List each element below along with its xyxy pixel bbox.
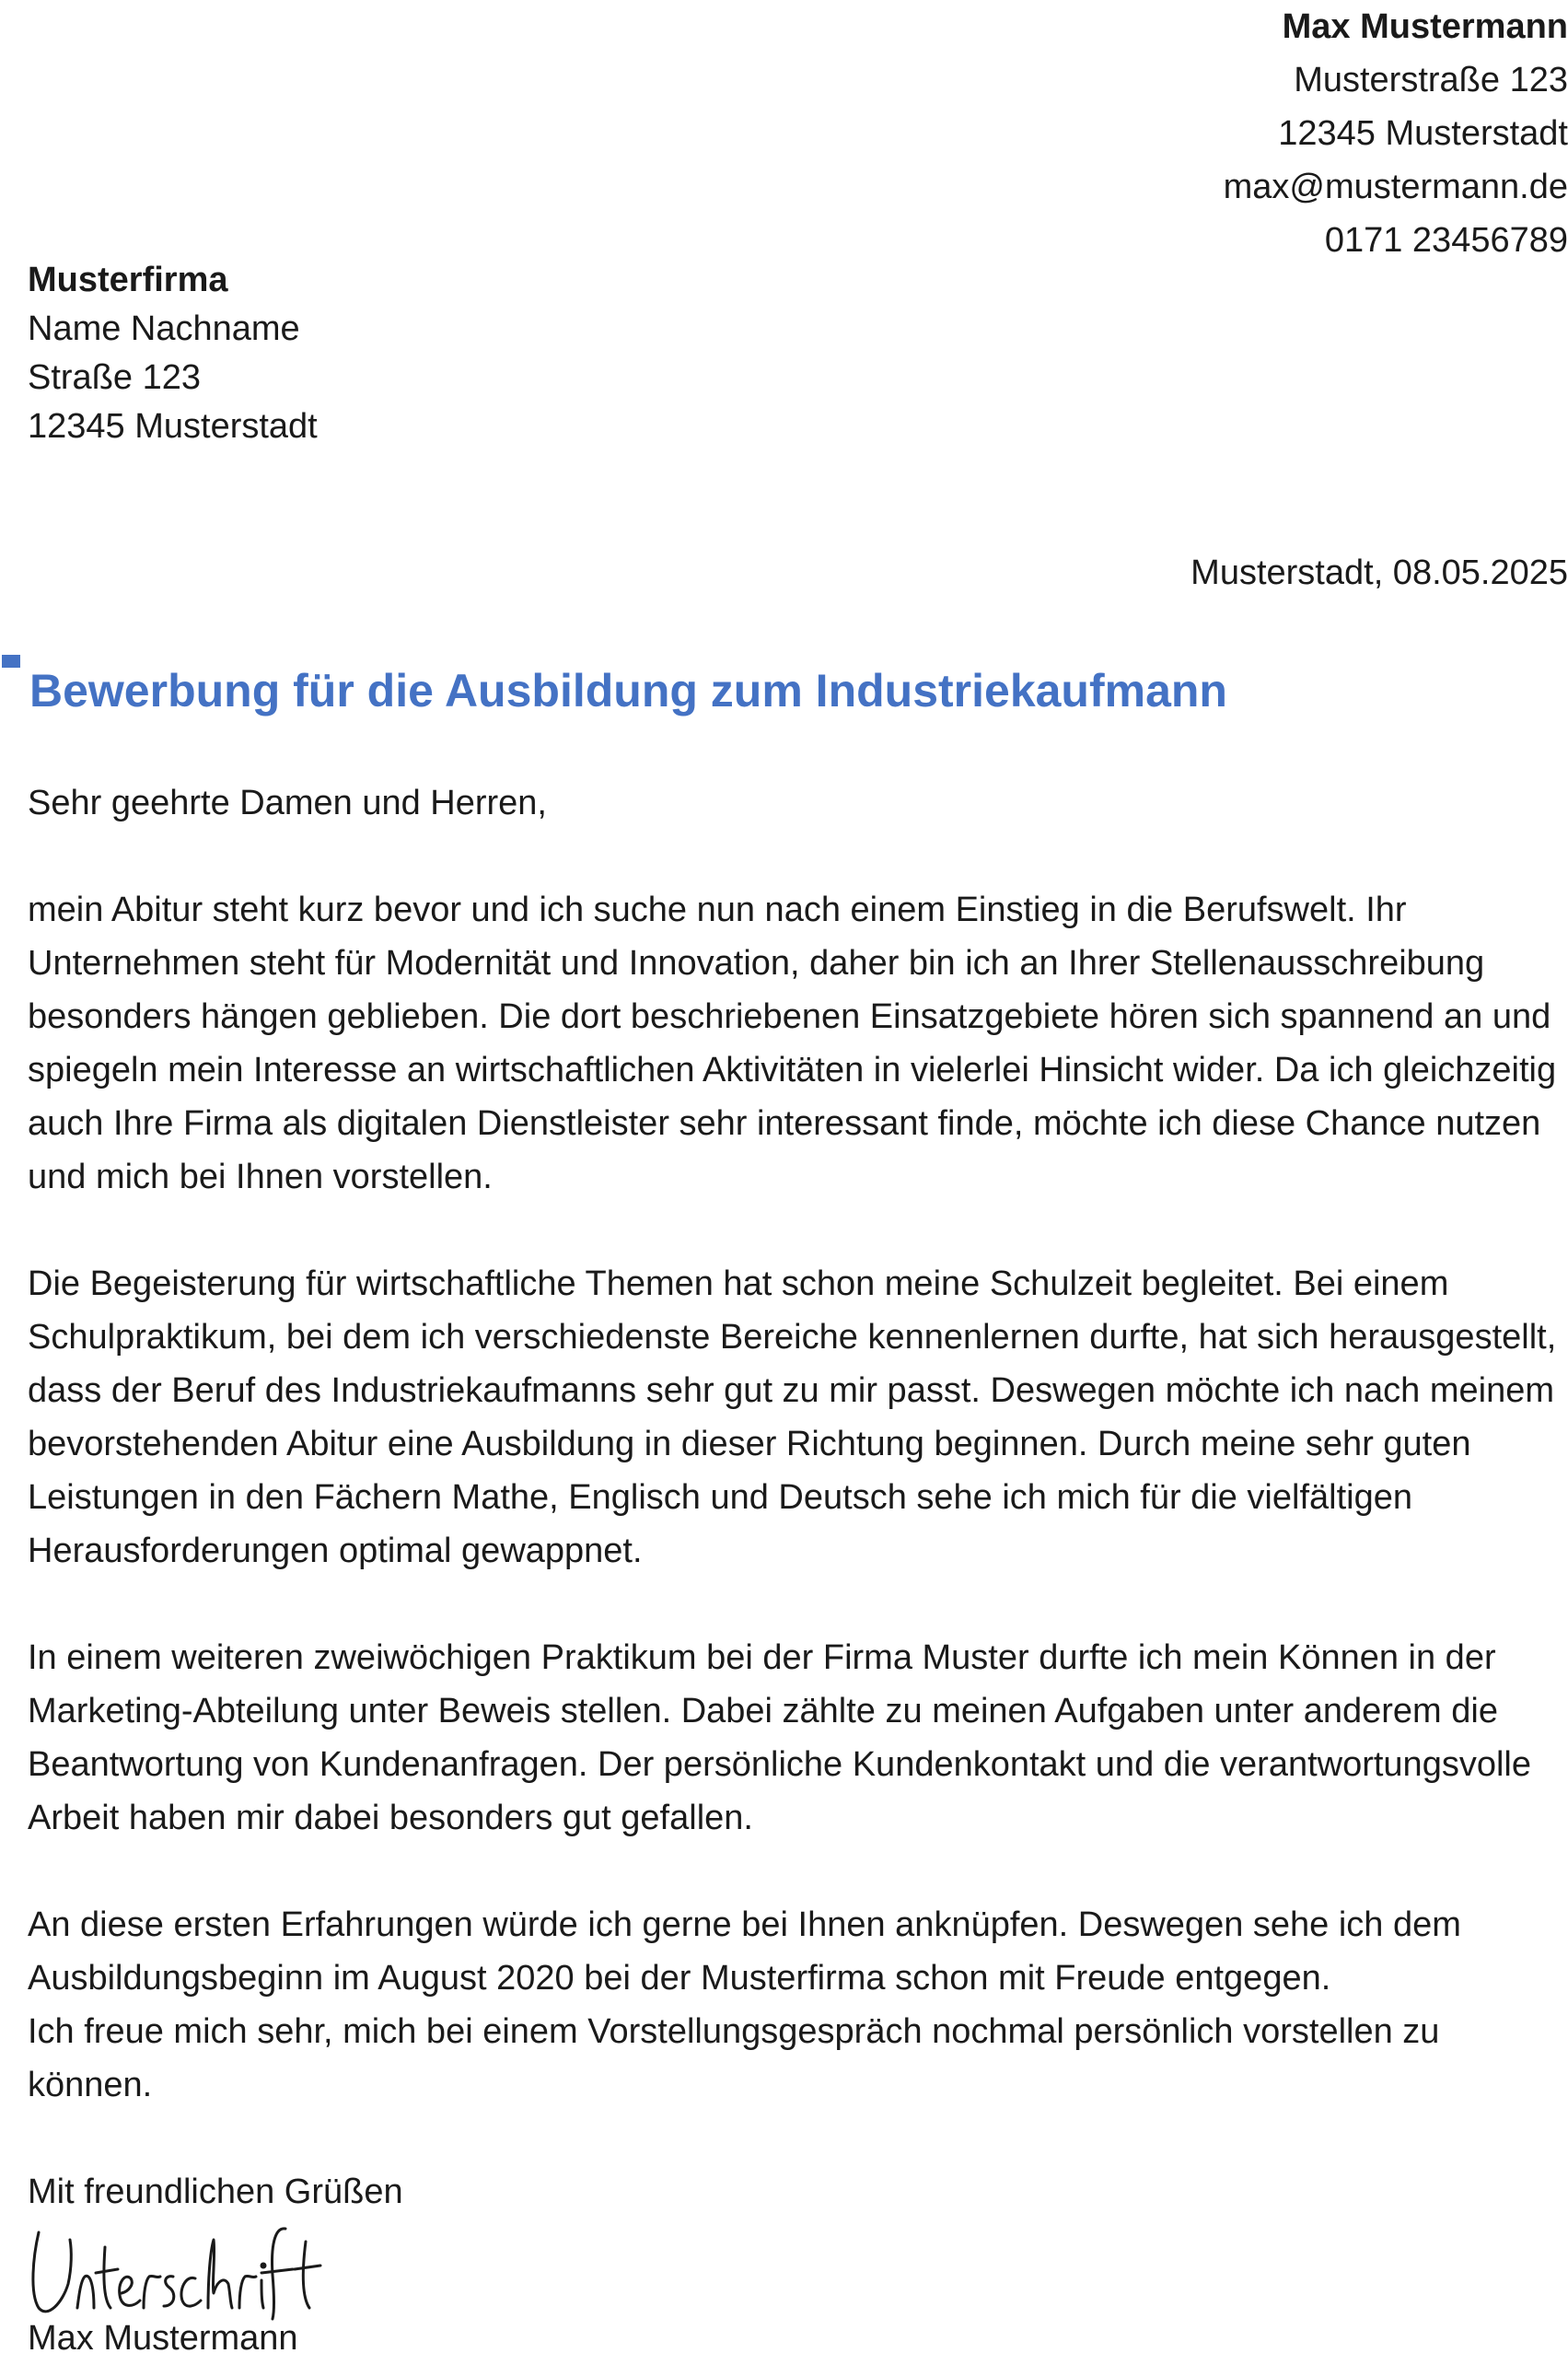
paragraph: An diese ersten Erfahrungen würde ich gerne bei Ihnen anknüpfen. Deswegen sehe ich dem Ausbildungsbeginn im August 2020 bei der Musterfirma schon mit Freude entgegen.	[28, 1905, 1461, 1998]
handwritten-signature	[26, 2219, 330, 2321]
salutation: Sehr geehrte Damen und Herren,	[28, 784, 547, 822]
signed-name: Max Mustermann	[28, 2319, 298, 2358]
paragraph-gap	[28, 830, 1568, 883]
letter-subject: Bewerbung für die Ausbildung zum Industriekaufmann	[29, 665, 1227, 716]
paragraph: Die Begeisterung für wirtschaftliche Themen hat schon meine Schulzeit begleitet. Bei einem Schulpraktikum, bei dem ich verschiedenste Bereiche kennenlernen durfte, hat sich herausgestellt, dass der Beruf des Industriekaufmanns sehr gut zu mir passt. Deswegen möchte ich nach meinem bevorstehenden Abitur eine Ausbildung in dieser Richtung beginnen. Durch meine sehr guten Leistungen in den Fächern Mathe, Englisch und Deutsch sehe ich mich für die vielfältigen Herausforderungen optimal gewappnet.	[28, 1264, 1557, 1570]
recipient-city: 12345 Musterstadt	[28, 407, 318, 446]
greeting: Mit freundlichen Grüßen	[28, 2173, 403, 2211]
paragraph-gap	[28, 1578, 1568, 1631]
recipient-block	[28, 256, 318, 451]
sender-block	[923, 0, 1568, 267]
sender-email: max@mustermann.de	[1223, 168, 1568, 206]
paragraph-gap	[28, 1204, 1568, 1257]
letter-date: Musterstadt, 08.05.2025	[1191, 553, 1568, 592]
paragraph-gap	[28, 1845, 1568, 1898]
recipient-company: Musterfirma	[28, 261, 228, 299]
sender-street: Musterstraße 123	[1294, 61, 1568, 99]
recipient-street: Straße 123	[28, 358, 201, 397]
paragraph-gap	[28, 2112, 1568, 2165]
closing-line: Ich freue mich sehr, mich bei einem Vorstellungsgespräch nochmal persönlich vorstellen zu können.	[28, 2012, 1440, 2104]
sender-phone: 0171 23456789	[1324, 221, 1568, 260]
recipient-contact: Name Nachname	[28, 309, 300, 348]
letter-body	[28, 776, 1568, 2219]
paragraph: In einem weiteren zweiwöchigen Praktikum bei der Firma Muster durfte ich mein Können in der Marketing-Abteilung unter Beweis stellen. Dabei zählte zu meinen Aufgaben unter anderem die Beantwortung von Kundenanfragen. Der persönliche Kundenkontakt und die verantwortungsvolle Arbeit haben mir dabei besonders gut gefallen.	[28, 1638, 1531, 1837]
paragraph: mein Abitur steht kurz bevor und ich suche nun nach einem Einstieg in die Berufswelt. Ihr Unternehmen steht für Modernität und Innovation, daher bin ich an Ihrer Stellenausschreibung besonders hängen geblieben. Die dort beschriebenen Einsatzgebiete hören sich spannend an und spiegeln mein Interesse an wirtschaftlichen Aktivitäten in vielerlei Hinsicht wider. Da ich gleichzeitig auch Ihre Firma als digitalen Dienstleister sehr interessant finde, möchte ich diese Chance nutzen und mich bei Ihnen vorstellen.	[28, 891, 1557, 1196]
heading-marker	[2, 655, 20, 668]
sender-city: 12345 Musterstadt	[1278, 114, 1568, 153]
sender-name: Max Mustermann	[1282, 7, 1568, 46]
